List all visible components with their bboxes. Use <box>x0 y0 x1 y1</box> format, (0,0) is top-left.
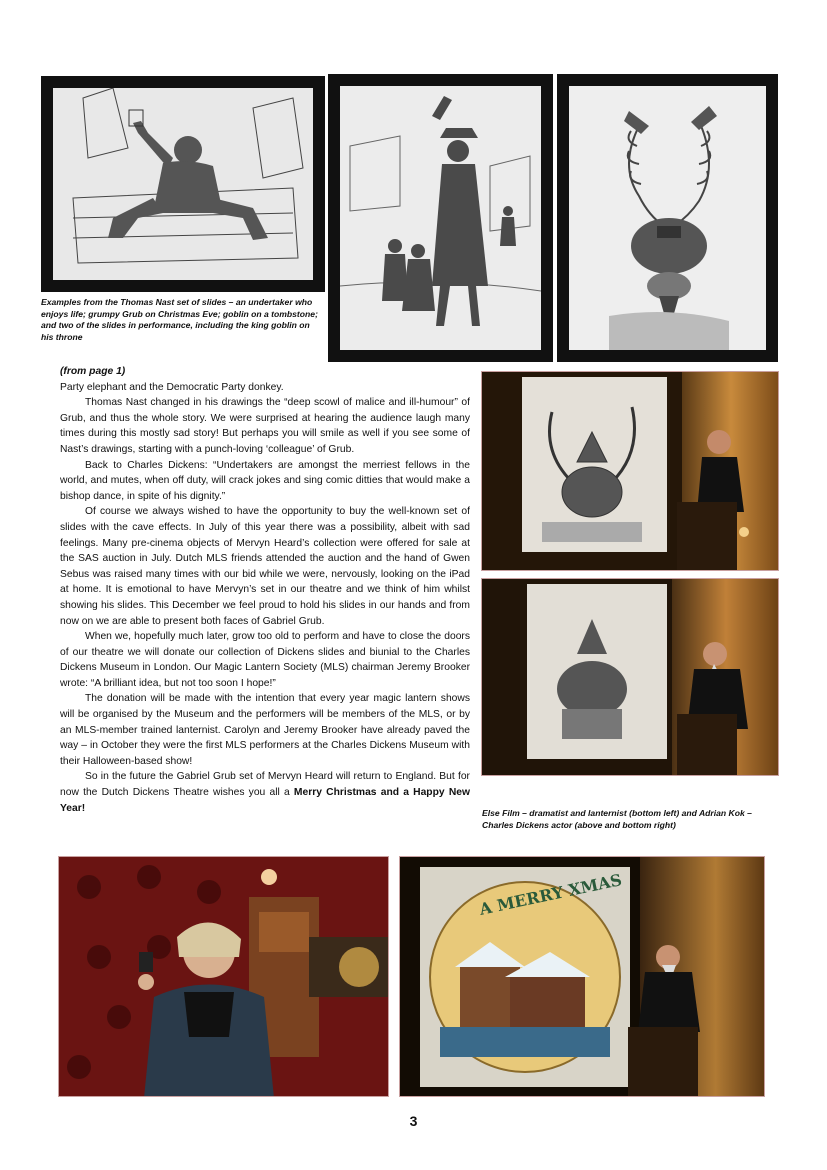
merry-xmas-banner-text: A MERRY XMAS <box>477 870 624 919</box>
slide-goblin-tombstone-photo <box>557 74 778 362</box>
slide-undertaker-photo <box>41 76 325 292</box>
from-page-note: (from page 1) <box>60 366 126 377</box>
paragraph-3: Back to Charles Dickens: “Undertakers are amongst the merriest fellows in the world, and mutes, when off duty, will crack jokes and sing comic ditties that would make a bishop dance, in spite of his dignity.” <box>60 459 470 502</box>
season-greeting: Merry Christmas and a Happy New Year! <box>60 787 470 814</box>
page-number: 3 <box>409 1113 418 1129</box>
paragraph-7-text: So in the future the Gabriel Grub set of Mervyn Heard will return to England. But for now the Dutch Dickens Theatre wishes you all a <box>60 771 470 799</box>
undertaker-sketch <box>53 88 313 280</box>
right-photos-caption: Else Film – dramatist and lanternist (bottom left) and Adrian Kok – Charles Dickens actor (above and bottom right) <box>482 808 752 830</box>
photo-lanternist-else-film <box>58 856 389 1097</box>
top-photos-caption: Examples from the Thomas Nast set of slides – an undertaker who enjoys life; grumpy Grub on Christmas Eve; goblin on a tombstone; and two of the slides in performance, including the king goblin on his throne <box>41 297 318 342</box>
paragraph-6: The donation will be made with the intention that every year magic lantern shows will be organised by the Museum and the performers will be members of the MLS, or by an MLS-member trained lanternist. Carolyn and Jeremy Brooker have already paved the way – in October they were the first MLS performers at the Charles Dickens Museum with their Halloween-based show! <box>60 693 470 767</box>
lanternist-scene <box>59 857 389 1097</box>
performance-photo-king-goblin-slide <box>481 578 779 776</box>
article-body <box>60 364 470 816</box>
performance-scene-2 <box>482 579 779 776</box>
performance-photo-goblin-slide <box>481 371 779 571</box>
photo-merry-xmas-performance <box>399 856 765 1097</box>
grub-sketch <box>340 86 541 350</box>
paragraph-4: Of course we always wished to have the opportunity to buy the well-known set of slides with the cave effects. In July of this year there was a possibility, albeit with sad feelings. Many pre-cinema objects of Mervyn Heard’s collection were offered for sale at the SAS auction in July. Dutch MLS friends attended the auction and the hand of Gwen Sebus was raised many times with our bid while we were, nervously, looking on the iPad at home. It is emotional to have Mervyn’s set in our theatre and we think of him whilst showing his slides. This December we feel proud to hold his slides in our hands and from now on we are able to present both faces of Gabriel Grub. <box>60 506 470 627</box>
performance-scene-1 <box>482 372 779 571</box>
paragraph-2: Thomas Nast changed in his drawings the “deep scowl of malice and ill-humour” of Grub, and thus the whole story. We were surprised at hearing the audience laugh many times during this mostly sad story! But perhaps you will smile as well if you see some of Nast’s drawings, starting with a punch-loving ‘colleague’ of Grub. <box>60 397 470 455</box>
paragraph-7 <box>60 769 470 816</box>
paragraph-5: When we, hopefully much later, grow too old to perform and have to close the doors of our theatre we will donate our collection of Dickens slides and biunial to the Charles Dickens Museum in London. Our Magic Lantern Society (MLS) chairman Jeremy Brooker wrote: “A brilliant idea, but not too soon I hope!” <box>60 631 470 689</box>
paragraph-1: Party elephant and the Democratic Party donkey. <box>60 381 284 393</box>
slide-grumpy-grub-photo <box>328 74 553 362</box>
goblin-sketch <box>569 86 766 350</box>
